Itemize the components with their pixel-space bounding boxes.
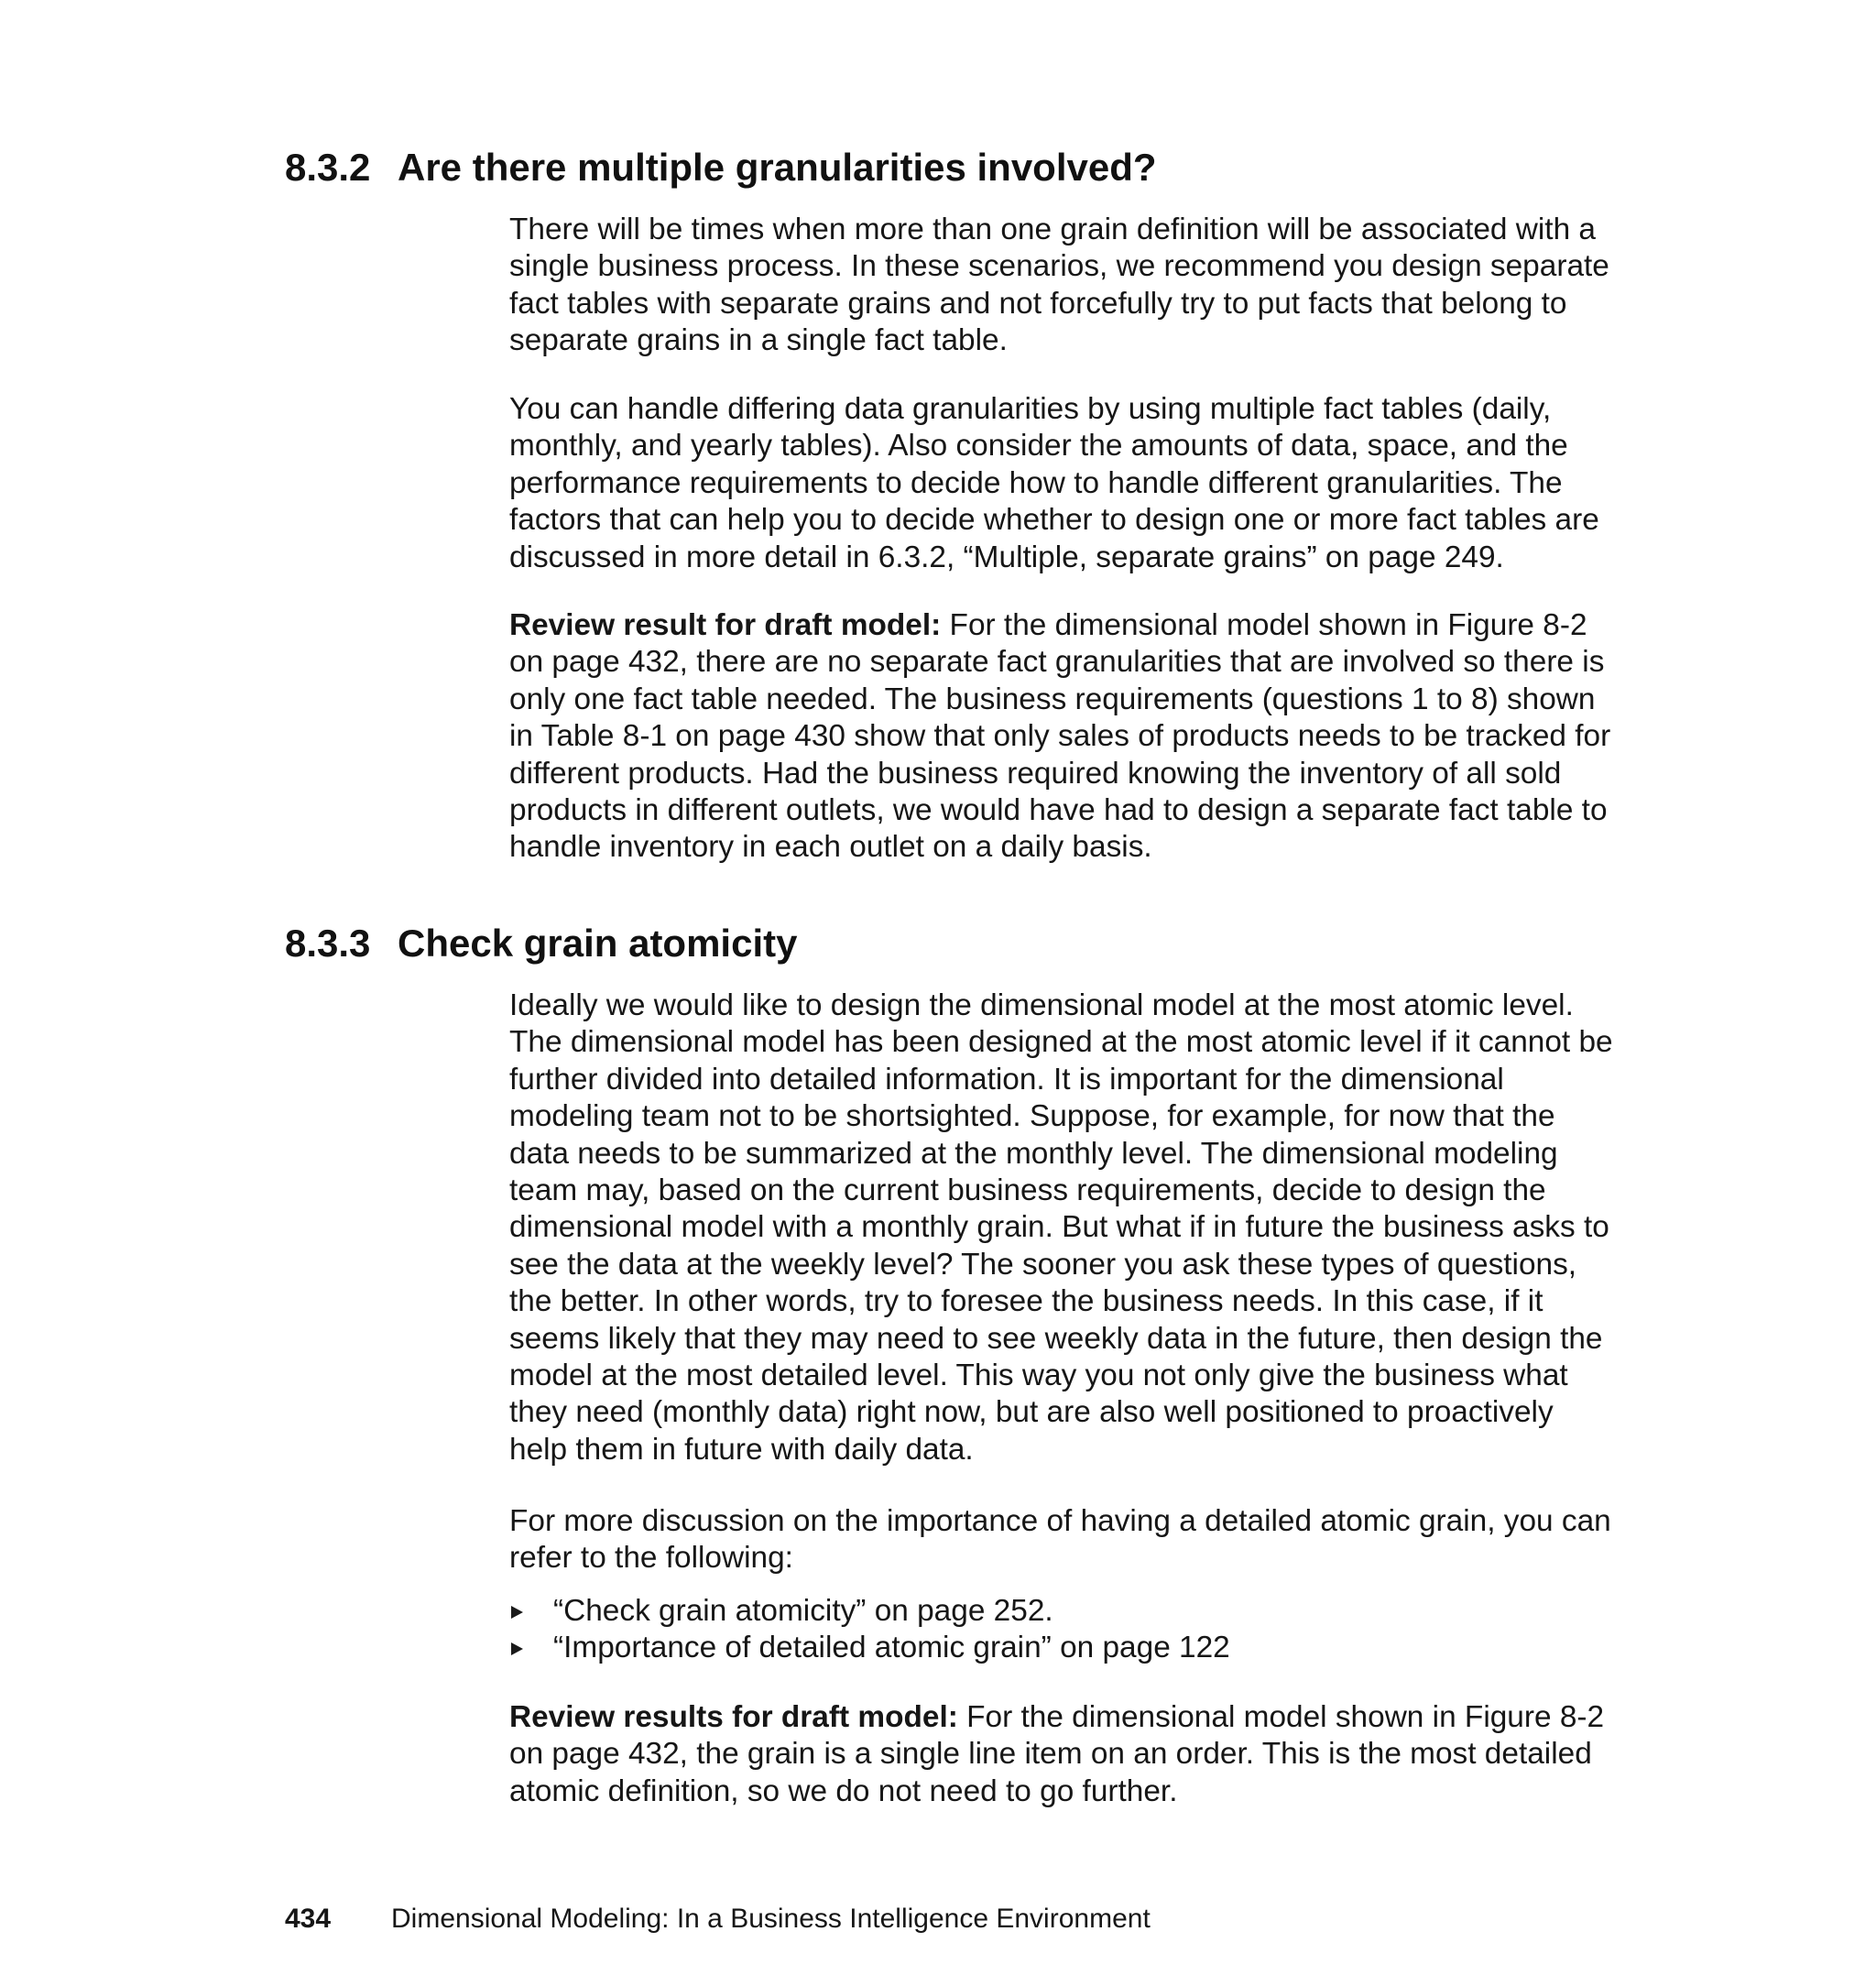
- list-item: [509, 1593, 1618, 1630]
- paragraph: Ideally we would like to design the dimensional model at the most atomic level. The dimensional model has been designed at the most atomic level if it cannot be further divided into detailed information. It is important for the dimensional modeling team not to be shortsighted. Suppose, for example, for now that the data needs to be summarized at the monthly level. The dimensional modeling team may, based on the current business requirements, decide to design the dimensional model with a monthly grain. But what if in future the business asks to see the data at the weekly level? The sooner you ask these types of questions, the better. In other words, try to foresee the business needs. In this case, if it seems likely that they may need to see weekly data in the future, then design the model at the most detailed level. This way you not only give the business what they need (monthly data) right now, but are also well positioned to proactively help them in future with daily data.: [509, 988, 1613, 1467]
- section-title: Are there multiple granularities involved?: [398, 146, 1157, 189]
- paragraph: There will be times when more than one grain definition will be associated with a single business process. In these scenarios, we recommend you design separate fact tables with separate grains and not forcefully try to put facts that belong to separate grains in a single fact table.: [509, 213, 1609, 358]
- section-title: Check grain atomicity: [398, 922, 798, 965]
- list-item-text: “Importance of detailed atomic grain” on page 122: [553, 1631, 1230, 1665]
- page-footer: [285, 1903, 1151, 1936]
- book-title: Dimensional Modeling: In a Business Intelligence Environment: [391, 1904, 1151, 1934]
- triangle-bullet-icon: [511, 1606, 523, 1619]
- paragraph: For more discussion on the importance of having a detailed atomic grain, you can refer to the following:: [509, 1504, 1611, 1576]
- review-label: Review result for draft model:: [509, 608, 942, 642]
- list-item-text: “Check grain atomicity” on page 252.: [553, 1594, 1053, 1628]
- section-number: 8.3.2: [285, 146, 371, 189]
- paragraph: You can handle differing data granularities by using multiple fact tables (daily, monthly, and yearly tables). Also consider the amounts of data, space, and the performance requirements to decide how to handle different granularities. The factors that can help you to decide whether to design one or more fact tables are discussed in more detail in 6.3.2, “Multiple, separate grains” on page 249.: [509, 392, 1599, 574]
- section-heading-8-3-3: [285, 921, 797, 966]
- review-text: For the dimensional model shown in Figure 8-2 on page 432, the grain is a single line item on an order. This is the most detailed atomic definition, so we do not need to go further.: [509, 1700, 1605, 1808]
- review-label: Review results for draft model:: [509, 1700, 958, 1734]
- review-note: [509, 1699, 1618, 1810]
- section-number: 8.3.3: [285, 922, 371, 965]
- triangle-bullet-icon: [511, 1642, 523, 1655]
- section-heading-8-3-2: [285, 145, 1157, 191]
- page-number: 434: [285, 1904, 332, 1934]
- list-item: [509, 1630, 1618, 1666]
- reference-list: [509, 1593, 1618, 1667]
- review-text: For the dimensional model shown in Figure 8-2 on page 432, there are no separate fact granularities that are involved so there is only one fact table needed. The business requirements (questions 1 to 8) shown in Table 8-1 on page 430 show that only sales of products needs to be tracked for different products. Had the business required knowing the inventory of all sold products in different outlets, we would have had to design a separate fact table to handle inventory in each outlet on a daily basis.: [509, 608, 1611, 865]
- review-note: [509, 607, 1618, 867]
